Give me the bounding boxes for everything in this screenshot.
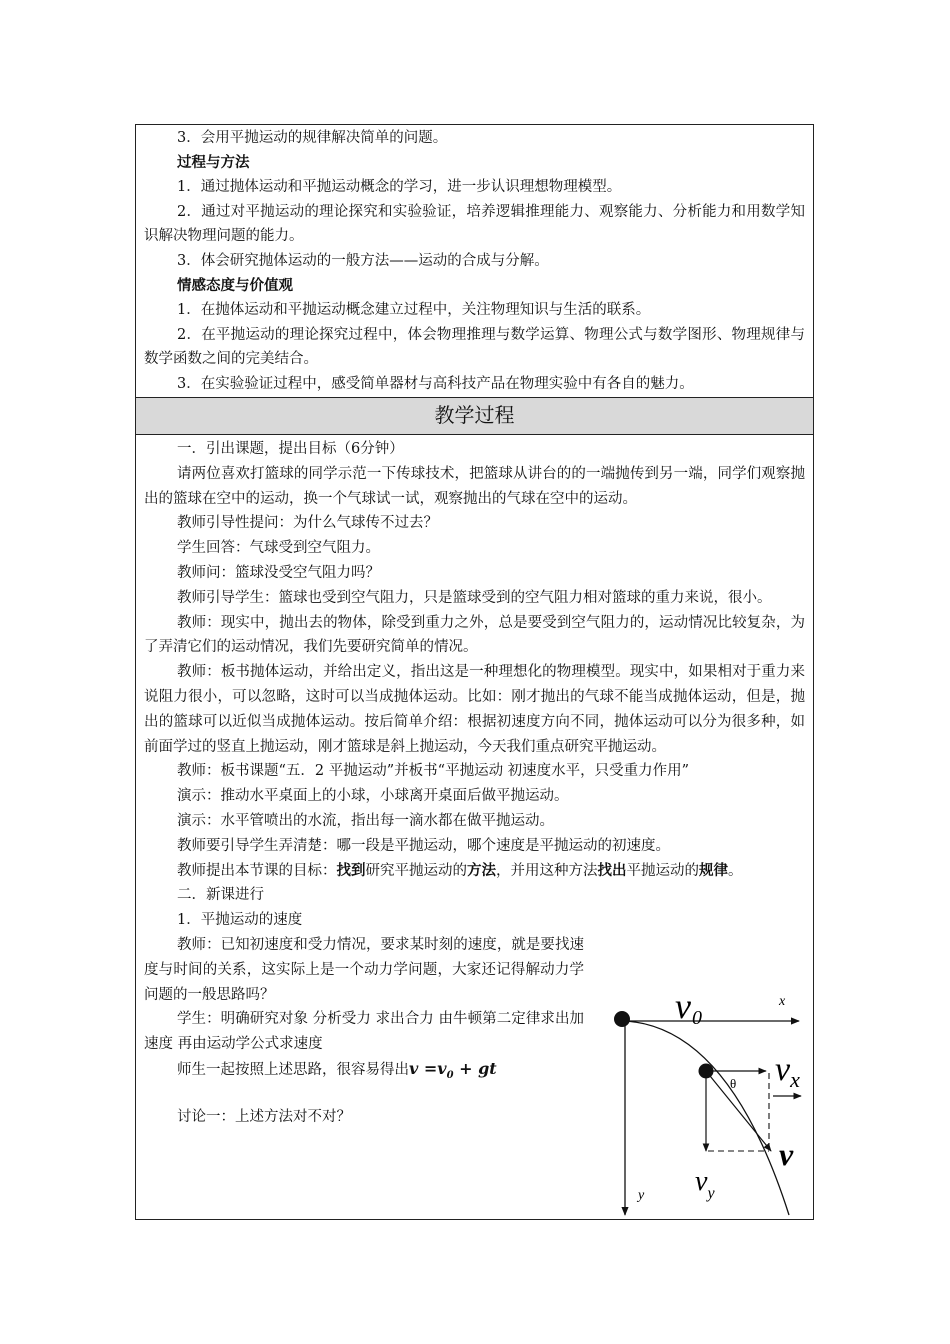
discussion-line: 讨论一：上述方法对不对？: [177, 1108, 351, 1125]
paragraph: 教师引导学生：篮球也受到空气阻力，只是篮球受到的空气阻力相对篮球的重力来说，很小。: [177, 589, 772, 606]
teacher-question: 教师：已知初速度和受力情况，要求某时刻的速度，就是要找速度与时间的关系，这实际上是一个动力学问题，大家还记得解动力学问题的一般思路吗？: [144, 936, 584, 1003]
paragraph: 演示：推动水平桌面上的小球，小球离开桌面后做平抛运动。: [177, 788, 569, 805]
attitude-item: 2．在平抛运动的理论探究过程中，体会物理推理与数学运算、物理公式与数学图形、物理规律与数学函数之间的完美结合。: [144, 326, 805, 368]
v-arrow: [706, 1071, 771, 1151]
paragraph: 教师：现实中，抛出去的物体，除受到重力之外，总是要受到空气阻力的，运动情况比较复杂，为了弄清它们的运动情况，我们先要研究简单的情况。: [144, 614, 805, 656]
process-heading: 过程与方法: [177, 154, 250, 171]
attitude-item: 3．在实验验证过程中，感受简单器材与高科技产品在物理实验中有各自的魅力。: [177, 375, 694, 392]
objective-item: 3．会用平抛运动的规律解决简单的问题。: [177, 130, 448, 146]
part1-title: 一．引出课题，提出目标（6分钟）: [177, 441, 404, 457]
paragraph: 演示：水平管喷出的水流，指出每一滴水都在做平抛运动。: [177, 812, 554, 829]
process-item: 1．通过抛体运动和平抛运动概念的学习，进一步认识理想物理模型。: [177, 179, 622, 196]
v-label: v: [779, 1136, 794, 1172]
y-axis-label: y: [638, 1188, 645, 1203]
v0-label: v0: [675, 986, 702, 1029]
goal-paragraph: 教师提出本节课的目标：找到研究平抛运动的方法，并用这种方法找出平抛运动的规律。: [177, 862, 743, 879]
paragraph: 教师引导性提问：为什么气球传不过去？: [177, 515, 438, 532]
projectile-velocity-diagram: [603, 985, 815, 1217]
x-axis-label: x: [779, 994, 786, 1009]
launch-ball: [614, 1011, 630, 1027]
vx-label: $v_x$: [775, 1051, 800, 1092]
objectives-section: [136, 125, 813, 397]
velocity-formula: $v =v_0$ + gt: [409, 1058, 497, 1082]
process-item: 3．体会研究抛体运动的一般方法——运动的合成与分解。: [177, 252, 549, 269]
paragraph: 教师：板书抛体运动，并给出定义，指出这是一种理想化的物理模型。现实中，如果相对于重力来说阻力很小，可以忽略，这时可以当成抛体运动。比如：刚才抛出的气球不能当成抛体运动，但是，抛出的篮球可以近似当成抛体运动。按后简单介绍：根据初速度方向不同，抛体运动可以分为很多种，如前面学过的竖直上抛运动，刚才篮球是斜上抛运动，今天我们重点研究平抛运动。: [144, 664, 805, 755]
attitude-heading: 情感态度与价值观: [177, 277, 293, 294]
derive-line: 师生一起按照上述思路，很容易得出$v =v_0$ + gt: [177, 1058, 497, 1082]
vy-label: $v_y$: [695, 1166, 715, 1202]
theta-label: θ: [730, 1076, 737, 1091]
paragraph: 学生回答：气球受到空气阻力。: [177, 540, 380, 557]
section-title: 教学过程: [136, 397, 813, 435]
paragraph: 请两位喜欢打篮球的同学示范一下传球技术，把篮球从讲台的的一端抛传到另一端，同学们观察抛出的篮球在空中的运动，换一个气球试一试，观察抛出的气球在空中的运动。: [144, 465, 805, 507]
attitude-item: 1．在抛体运动和平抛运动概念建立过程中，关注物理知识与生活的联系。: [177, 302, 651, 319]
student-answer: 学生：明确研究对象 分析受力 求出合力 由牛顿第二定律求出加速度 再由运动学公式求速度: [144, 1011, 584, 1053]
part2-title: 二．新课进行: [177, 887, 264, 904]
process-item: 2．通过对平抛运动的理论探究和实验验证，培养逻辑推理能力、观察能力、分析能力和用数学知识解决物理问题的能力。: [144, 203, 805, 245]
paragraph: 教师：板书课题“五．2 平抛运动”并板书“平抛运动 初速度水平，只受重力作用”: [177, 763, 690, 780]
paragraph: 教师问：篮球没受空气阻力吗？: [177, 564, 380, 581]
sub1-title: 1．平抛运动的速度: [177, 912, 303, 929]
paragraph: 教师要引导学生弄清楚：哪一段是平抛运动，哪个速度是平抛运动的初速度。: [177, 837, 670, 854]
